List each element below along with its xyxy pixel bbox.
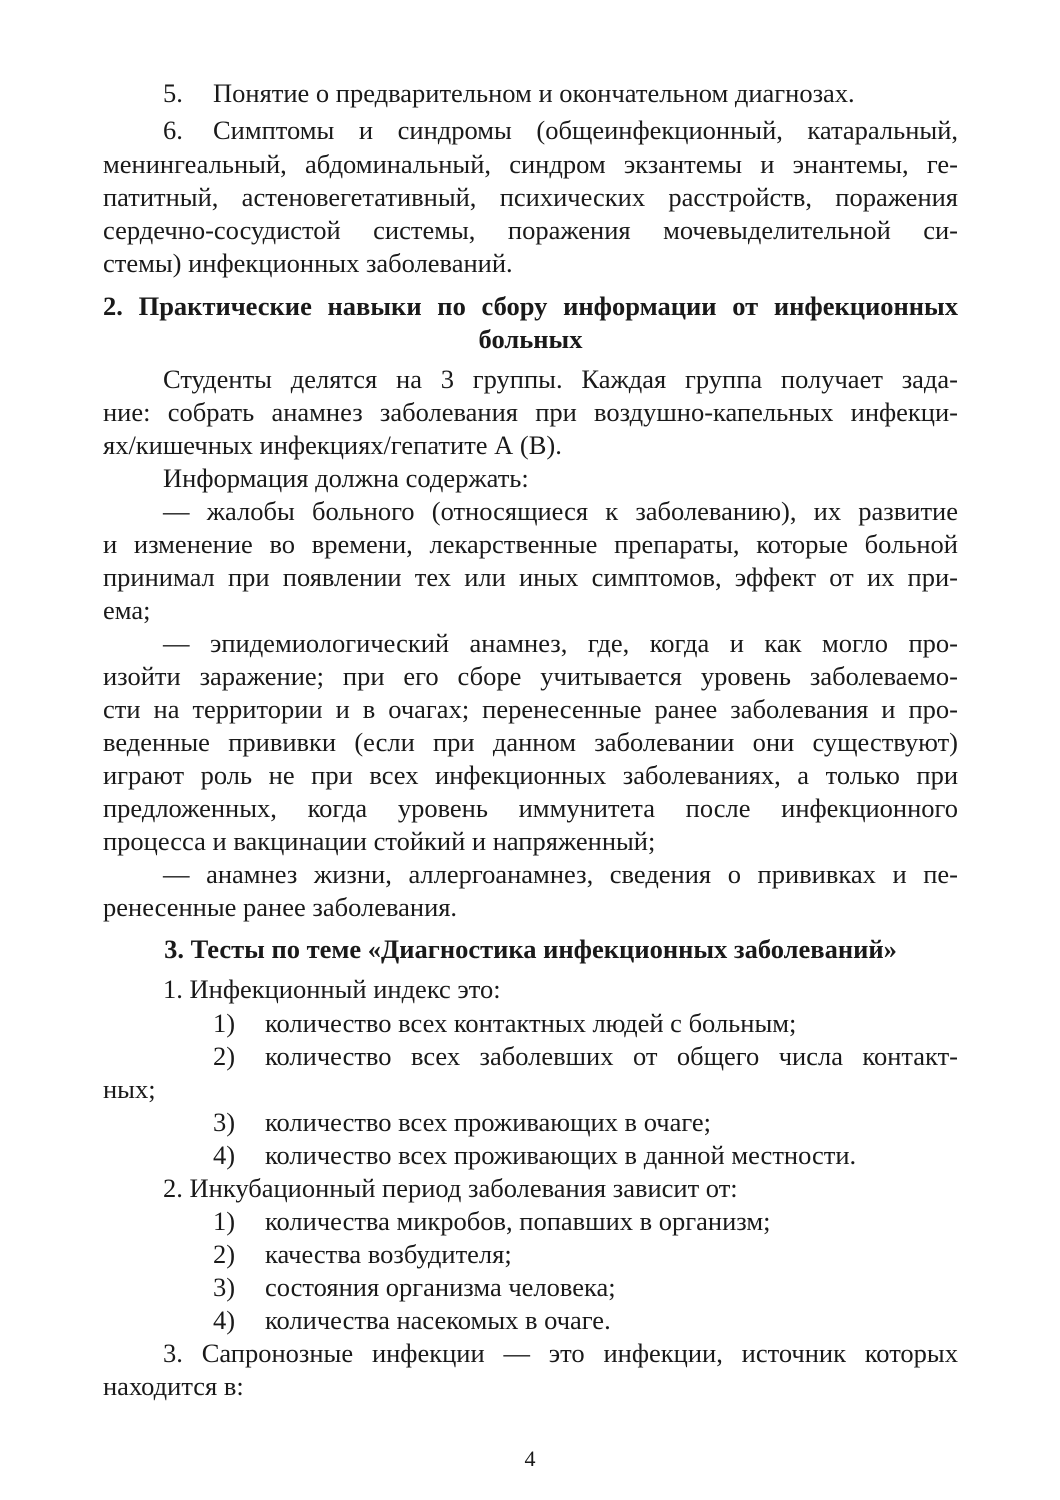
option-number: 3)	[213, 1272, 236, 1302]
option-text: состояния организма человека;	[265, 1272, 616, 1302]
bullet-line: процесса и вакцинации стойкий и напряженный;	[103, 826, 656, 856]
paragraph-line: Информация должна содержать:	[163, 463, 529, 493]
option-text: количества насекомых в очаге.	[265, 1305, 611, 1335]
paragraph-line: ях/кишечных инфекциях/гепатите А (В).	[103, 430, 562, 460]
option-text: качества возбудителя;	[265, 1239, 512, 1269]
answer-option	[213, 1237, 1060, 1271]
option-number: 4)	[213, 1140, 236, 1170]
option-text: количества микробов, попавших в организм;	[265, 1206, 771, 1236]
option-number: 3)	[213, 1107, 236, 1137]
bullet-line: ренесенные ранее заболевания.	[103, 892, 458, 922]
bullet-line: принимал при появлении тех или иных симптомов, эффект от их при-	[103, 562, 958, 592]
bullet-line: и изменение во времени, лекарственные препараты, которые больной	[103, 529, 958, 559]
option-number: 2)	[213, 1239, 236, 1269]
bullet-line: — анамнез жизни, аллергоанамнез, сведения о прививках и пе-	[163, 859, 958, 889]
bullet-line: — эпидемиологический анамнез, где, когда и как могло про-	[163, 628, 958, 658]
option-text: количество всех проживающих в очаге;	[265, 1107, 711, 1137]
question-2: 2. Инкубационный период заболевания зависит от:	[163, 1173, 738, 1203]
section-heading-continued: больных	[478, 324, 583, 354]
page-number: 4	[524, 1446, 536, 1471]
option-number: 1)	[213, 1008, 236, 1038]
paragraph-line: Студенты делятся на 3 группы. Каждая группа получает зада-	[163, 364, 958, 394]
list-item-text-line: менингеальный, абдоминальный, синдром экзантемы и энантемы, ге-	[103, 149, 958, 179]
answer-option	[213, 1138, 1060, 1172]
section-heading: 2. Практические навыки по сбору информации от инфекционных	[103, 291, 958, 321]
option-number: 1)	[213, 1206, 236, 1236]
list-item-number: 5.	[163, 78, 183, 108]
bullet-line: веденные прививки (если при данном заболевании они существуют)	[103, 727, 958, 757]
answer-option	[213, 1006, 1060, 1040]
list-item-text-line: стемы) инфекционных заболеваний.	[103, 248, 513, 278]
answer-option	[213, 1105, 1060, 1139]
bullet-line: предложенных, когда уровень иммунитета после инфекционного	[103, 793, 958, 823]
option-text: количество всех проживающих в данной местности.	[265, 1140, 857, 1170]
answer-option	[213, 1303, 1060, 1337]
list-item-6	[163, 113, 958, 147]
option-number: 2)	[213, 1041, 236, 1071]
bullet-line: — жалобы больного (относящиеся к заболеванию), их развитие	[163, 496, 958, 526]
list-item-text-line: сердечно-сосудистой системы, поражения мочевыделительной си-	[103, 215, 958, 245]
paragraph-line: ние: собрать анамнез заболевания при воздушно-капельных инфекци-	[103, 397, 958, 427]
list-item-number: 6.	[163, 115, 183, 145]
answer-option	[213, 1204, 1060, 1238]
bullet-line: ема;	[103, 595, 151, 625]
list-item-text-line: патитный, астеновегетативный, психических расстройств, поражения	[103, 182, 958, 212]
option-text: количество всех контактных людей с больным;	[265, 1008, 797, 1038]
bullet-line: играют роль не при всех инфекционных заболеваниях, а только при	[103, 760, 958, 790]
option-number: 4)	[213, 1305, 236, 1335]
question-3-continued: находится в:	[103, 1371, 244, 1401]
list-item-text: Понятие о предварительном и окончательном диагнозах.	[213, 78, 855, 108]
section-heading: 3. Тесты по теме «Диагностика инфекционных заболеваний»	[164, 934, 897, 964]
list-item-5	[163, 76, 1060, 110]
bullet-line: изойти заражение; при его сборе учитывается уровень заболеваемо-	[103, 661, 958, 691]
answer-option	[213, 1270, 1060, 1304]
answer-option	[213, 1039, 958, 1073]
list-item-text-line: Симптомы и синдромы (общеинфекционный, катаральный,	[213, 115, 958, 145]
bullet-line: сти на территории и в очагах; перенесенные ранее заболевания и про-	[103, 694, 958, 724]
question-1: 1. Инфекционный индекс это:	[163, 974, 501, 1004]
option-text: количество всех заболевших от общего числа контакт-	[265, 1041, 958, 1071]
option-text-continued: ных;	[103, 1074, 156, 1104]
question-3: 3. Сапронозные инфекции — это инфекции, источник которых	[163, 1338, 958, 1368]
